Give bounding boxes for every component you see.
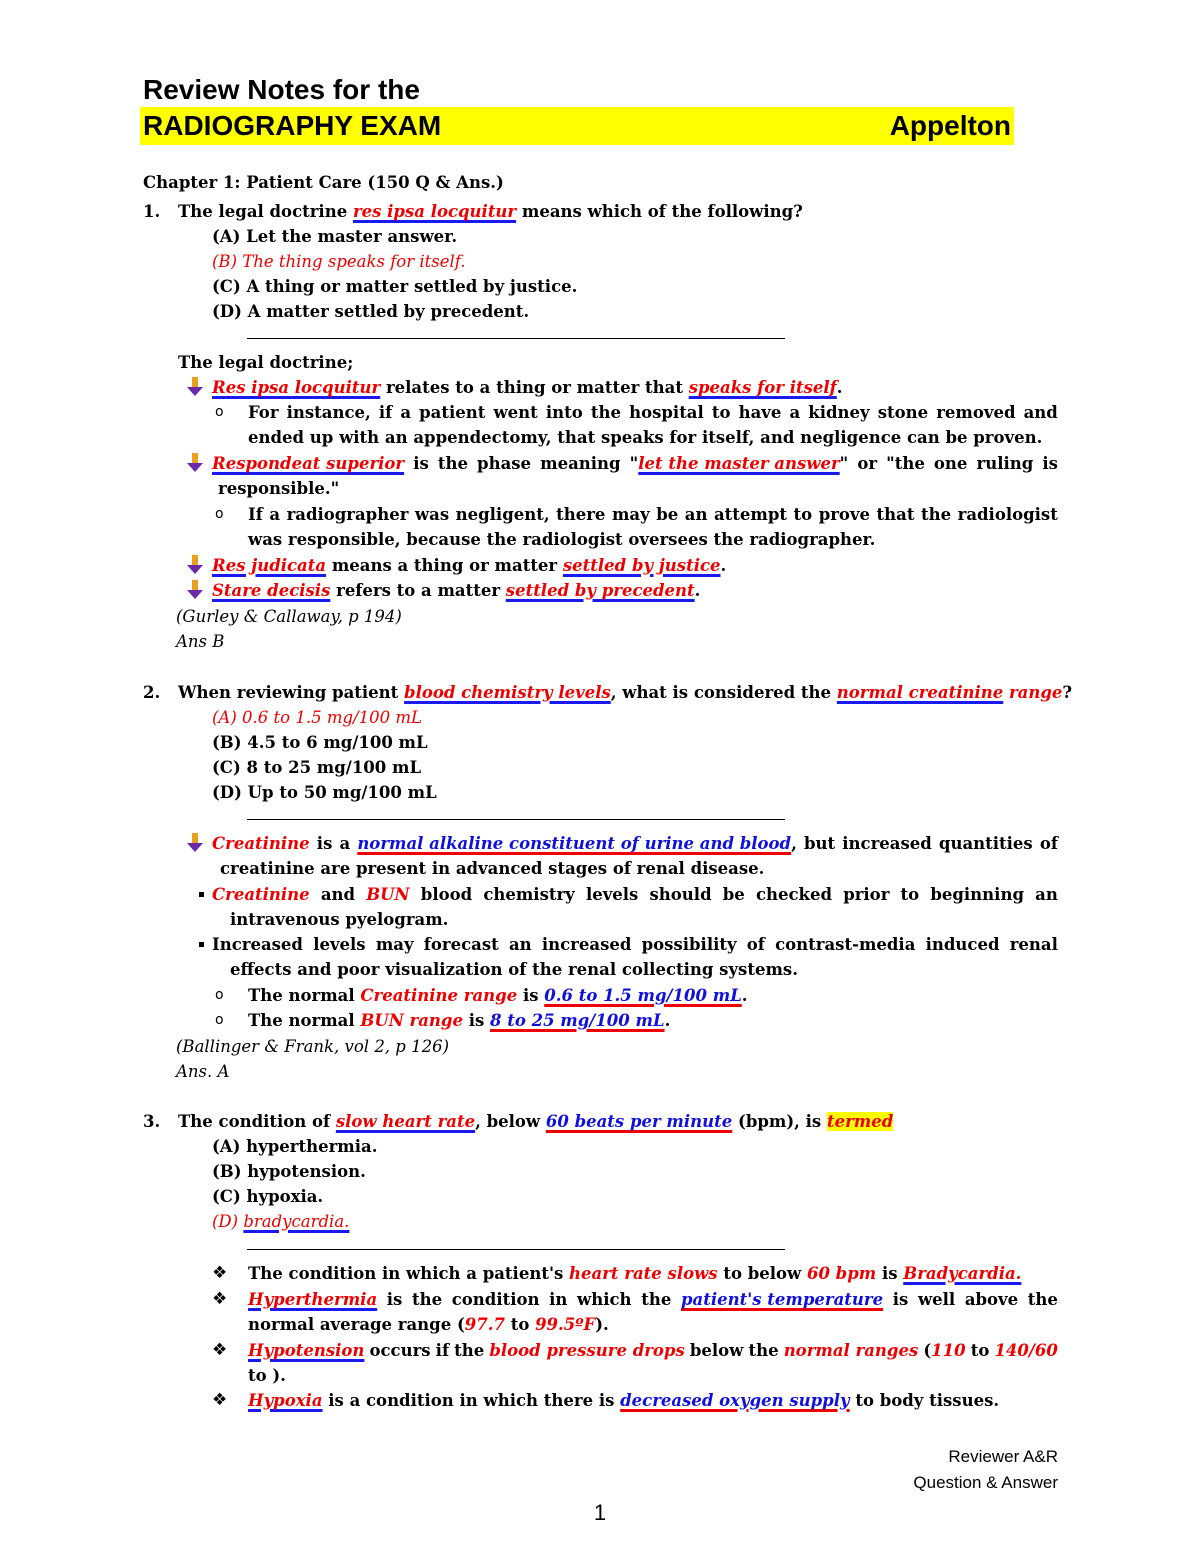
sub-bullet-line: intravenous pyelogram. [230,910,449,929]
page-number: 1 [593,1500,607,1525]
question-stem: The legal doctrine res ipsa locquitur means which of the following? [178,202,803,221]
separator-line [247,1249,785,1250]
reference: (Gurley & Callaway, p 194) [176,607,402,626]
diamond-bullet-icon: ❖ [212,1263,228,1283]
question-number: 1. [143,202,161,221]
bullet-continuation: normal average range (97.7 to 99.5ºF). [248,1315,609,1334]
circle-bullet: o [215,987,224,1003]
chapter-heading: Chapter 1: Patient Care (150 Q & Ans.) [143,173,504,192]
separator-line [247,819,785,820]
answer: Ans. A [176,1062,230,1081]
footer-line-2: Question & Answer [913,1473,1058,1492]
bullet-res-judicata: Res judicata means a thing or matter settled by justice. [212,556,727,575]
option-c: (C) A thing or matter settled by justice. [212,277,578,296]
sub-bullet-line: For instance, if a patient went into the hospital to have a kidney stone removed and [248,403,1058,422]
circle-bullet: o [215,1012,224,1028]
normal-creatinine-range: The normal Creatinine range is 0.6 to 1.5 mg/100 mL. [248,986,748,1005]
answer: Ans B [176,632,225,651]
publisher-name: Appelton [889,110,1011,141]
option-d-correct: (D) bradycardia. [212,1212,350,1231]
sub-bullet-line: ended up with an appendectomy, that speaks for itself, and negligence can be proven. [248,428,1043,447]
diamond-bullet-icon: ❖ [212,1390,228,1410]
question-number: 2. [143,683,161,702]
square-bullet [199,892,204,897]
option-b: (B) 4.5 to 6 mg/100 mL [212,733,428,752]
option-c: (C) 8 to 25 mg/100 mL [212,758,422,777]
option-c: (C) hypoxia. [212,1187,324,1206]
option-d: (D) A matter settled by precedent. [212,302,530,321]
bullet-stare-decisis: Stare decisis refers to a matter settled by precedent. [212,581,701,600]
question-number: 3. [143,1112,161,1131]
bullet-creatinine: Creatinine is a normal alkaline constituent of urine and blood, but increased quantities of [212,834,1058,853]
normal-bun-range: The normal BUN range is 8 to 25 mg/100 mL. [248,1011,671,1030]
bullet-hyperthermia: Hyperthermia is the condition in which the patient's temperature is well above the [248,1290,1058,1309]
explanation-title: The legal doctrine; [178,353,354,372]
bullet-hypoxia: Hypoxia is a condition in which there is decreased oxygen supply to body tissues. [248,1391,1000,1410]
question-stem: When reviewing patient blood chemistry levels, what is considered the normal creatinine range? [178,683,1073,702]
exam-title: RADIOGRAPHY EXAM [143,110,442,141]
sub-bullet-line: was responsible, because the radiologist oversees the radiographer. [248,530,876,549]
sub-bullet-line: If a radiographer was negligent, there may be an attempt to prove that the radiologist [248,505,1058,524]
bullet-continuation: responsible." [218,479,340,498]
sub-bullet-line: Increased levels may forecast an increased possibility of contrast-media induced renal [212,935,1058,954]
arrow-down-bullet-icon [186,580,204,600]
sub-bullet-line: effects and poor visualization of the renal collecting systems. [230,960,798,979]
option-b-correct: (B) The thing speaks for itself. [212,252,466,271]
bullet-bradycardia: The condition in which a patient's heart rate slows to below 60 bpm is Bradycardia. [248,1264,1022,1283]
separator-line [247,338,785,339]
option-a: (A) Let the master answer. [212,227,458,246]
sub-bullet-line: Creatinine and BUN blood chemistry levels should be checked prior to beginning an [212,885,1058,904]
option-a: (A) hyperthermia. [212,1137,378,1156]
option-d: (D) Up to 50 mg/100 mL [212,783,437,802]
question-stem: The condition of slow heart rate, below 60 beats per minute (bpm), is termed [178,1112,894,1131]
arrow-down-bullet-icon [186,555,204,575]
bullet-continuation: creatinine are present in advanced stages of renal disease. [220,859,765,878]
footer-line-1: Reviewer A&R [948,1447,1058,1466]
circle-bullet: o [215,404,224,420]
arrow-down-bullet-icon [186,453,204,473]
option-a-correct: (A) 0.6 to 1.5 mg/100 mL [212,708,422,727]
arrow-down-bullet-icon [186,833,204,853]
diamond-bullet-icon: ❖ [212,1289,228,1309]
bullet-continuation: to ). [248,1366,286,1385]
reference: (Ballinger & Frank, vol 2, p 126) [176,1037,450,1056]
bullet-respondeat: Respondeat superior is the phase meaning "let the master answer" or "the one ruling is [212,454,1058,473]
title-banner [140,107,1014,145]
circle-bullet: o [215,506,224,522]
option-b: (B) hypotension. [212,1162,366,1181]
bullet-res-ipsa: Res ipsa locquitur relates to a thing or matter that speaks for itself. [212,378,843,397]
diamond-bullet-icon: ❖ [212,1340,228,1360]
arrow-down-bullet-icon [186,377,204,397]
bullet-hypotension: Hypotension occurs if the blood pressure drops below the normal ranges (110 to 140/60 [248,1341,1058,1360]
square-bullet [199,942,204,947]
title-line-1: Review Notes for the [143,74,420,105]
